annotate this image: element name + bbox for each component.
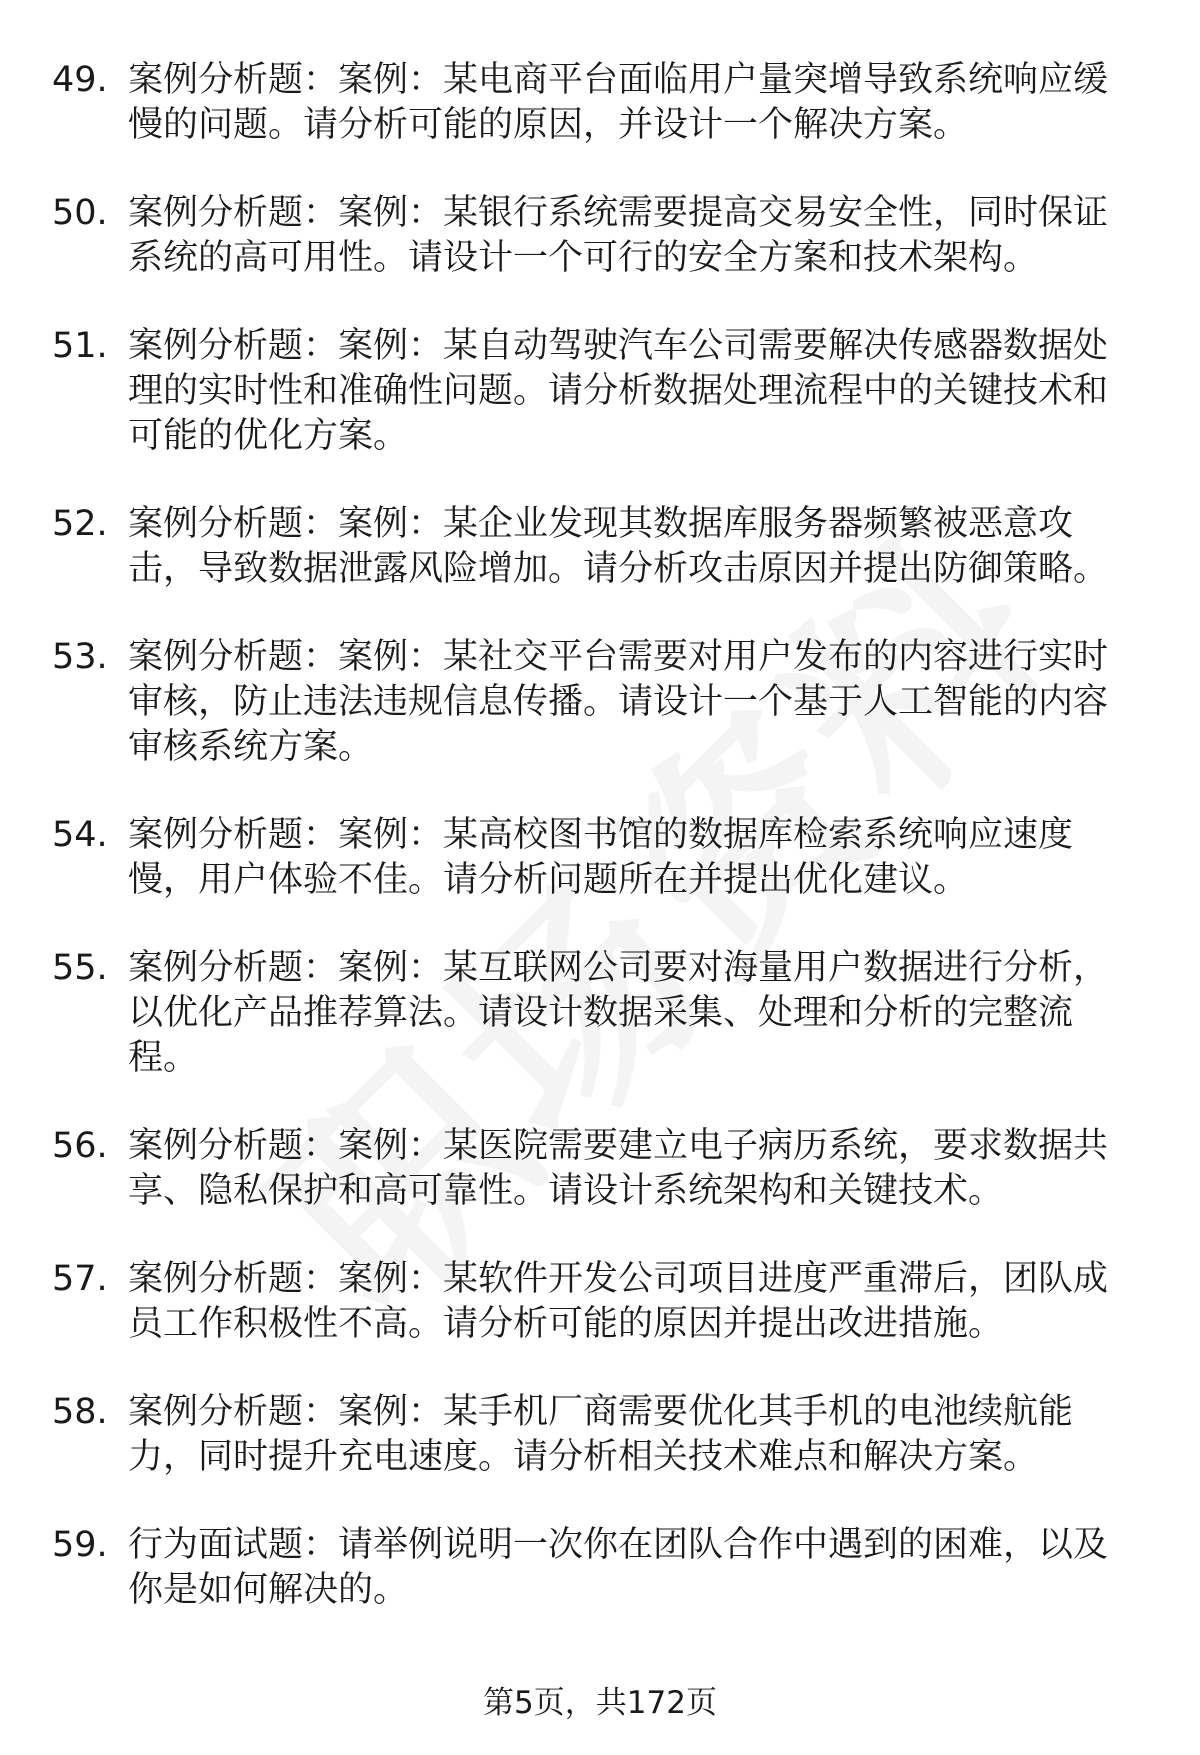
question-item bbox=[0, 1390, 1200, 1480]
question-number: 55. bbox=[52, 948, 108, 988]
question-text: 案例分析题：案例：某电商平台面临用户量突增导致系统响应缓慢的问题。请分析可能的原因，并设计一个解决方案。 bbox=[128, 60, 1109, 145]
question-number: 57. bbox=[52, 1259, 108, 1299]
question-list bbox=[0, 58, 1200, 1656]
question-item bbox=[0, 324, 1200, 459]
question-item bbox=[0, 1523, 1200, 1613]
question-number: 50. bbox=[52, 193, 108, 233]
question-text: 案例分析题：案例：某企业发现其数据库服务器频繁被恶意攻击，导致数据泄露风险增加。请分析攻击原因并提出防御策略。 bbox=[128, 504, 1109, 589]
question-item bbox=[0, 813, 1200, 903]
question-number: 51. bbox=[52, 326, 108, 366]
question-number: 49. bbox=[52, 60, 108, 100]
question-item bbox=[0, 1124, 1200, 1214]
question-number: 58. bbox=[52, 1392, 108, 1432]
question-number: 52. bbox=[52, 504, 108, 544]
question-item bbox=[0, 1257, 1200, 1347]
question-text: 案例分析题：案例：某银行系统需要提高交易安全性，同时保证系统的高可用性。请设计一个可行的安全方案和技术架构。 bbox=[128, 193, 1109, 278]
question-text: 案例分析题：案例：某社交平台需要对用户发布的内容进行实时审核，防止违法违规信息传播。请设计一个基于人工智能的内容审核系统方案。 bbox=[128, 637, 1109, 767]
question-text: 案例分析题：案例：某高校图书馆的数据库检索系统响应速度慢，用户体验不佳。请分析问题所在并提出优化建议。 bbox=[128, 815, 1074, 900]
page-footer: 第5页，共172页 bbox=[483, 1685, 717, 1721]
question-text: 案例分析题：案例：某医院需要建立电子病历系统，要求数据共享、隐私保护和高可靠性。请设计系统架构和关键技术。 bbox=[128, 1126, 1109, 1211]
question-text: 案例分析题：案例：某互联网公司要对海量用户数据进行分析，以优化产品推荐算法。请设计数据采集、处理和分析的完整流程。 bbox=[128, 948, 1109, 1078]
question-item bbox=[0, 635, 1200, 770]
question-number: 59. bbox=[52, 1525, 108, 1565]
question-number: 54. bbox=[52, 815, 108, 855]
question-item bbox=[0, 191, 1200, 281]
question-number: 53. bbox=[52, 637, 108, 677]
question-item bbox=[0, 946, 1200, 1081]
question-text: 案例分析题：案例：某手机厂商需要优化其手机的电池续航能力，同时提升充电速度。请分析相关技术难点和解决方案。 bbox=[128, 1392, 1074, 1477]
question-text: 案例分析题：案例：某软件开发公司项目进度严重滞后，团队成员工作积极性不高。请分析可能的原因并提出改进措施。 bbox=[128, 1259, 1109, 1344]
question-item bbox=[0, 502, 1200, 592]
question-text: 行为面试题：请举例说明一次你在团队合作中遇到的困难，以及你是如何解决的。 bbox=[128, 1525, 1109, 1610]
question-number: 56. bbox=[52, 1126, 108, 1166]
question-item bbox=[0, 58, 1200, 148]
question-text: 案例分析题：案例：某自动驾驶汽车公司需要解决传感器数据处理的实时性和准确性问题。请分析数据处理流程中的关键技术和可能的优化方案。 bbox=[128, 326, 1109, 456]
